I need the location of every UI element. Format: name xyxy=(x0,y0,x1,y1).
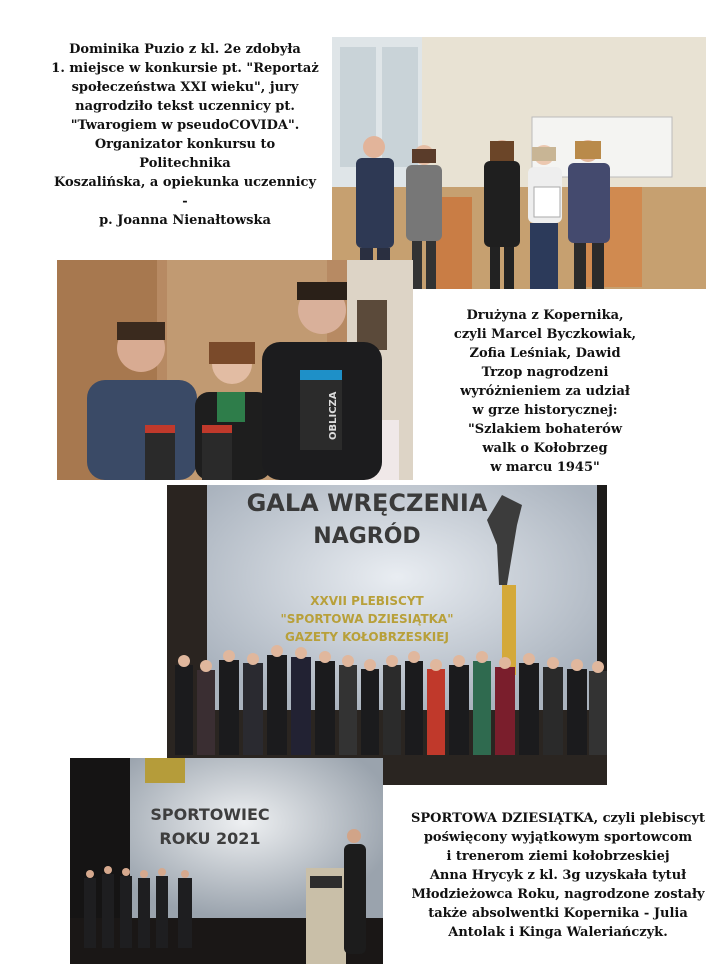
book-obl-3 xyxy=(300,370,342,450)
caption-team-kopernik: Drużyna z Kopernika, czyli Marcel Byczkowiak, Zofia Leśniak, Dawid Trzop nagrodzeni wyróżnieniem za udział w grze historycznej: "Szlakiem bohaterów walk o Kołobrzeg w marcu 1945" xyxy=(453,308,637,475)
book-title: OBLICZA xyxy=(328,391,339,440)
photo-team-books xyxy=(57,260,413,480)
screen-title-1: GALA WRĘCZENIA xyxy=(246,489,488,517)
caption-dominika-puzio: Dominika Puzio z kl. 2e zdobyła 1. miejsce w konkursie pt. "Reportaż społeczeństwa XXI wieku", jury nagrodziło tekst uczennicy pt. "Twarogiem w pseudoCOVIDA". Organizator konkursu to Politechnika Koszalińska, a opiekunka uczennicy - p. Joanna Nienałtowska xyxy=(51,42,319,228)
photo-award-group xyxy=(332,37,706,289)
podium-lectern xyxy=(306,868,346,964)
photo-gala-stage xyxy=(167,485,607,785)
screen-text-2: ROKU 2021 xyxy=(159,829,261,848)
book-obl-1 xyxy=(145,425,175,480)
screen-text-1: SPORTOWIEC xyxy=(150,805,270,824)
speaker xyxy=(344,829,366,954)
screen-sub-3: GAZETY KOŁOBRZESKIEJ xyxy=(285,630,449,644)
caption-sportowa-dziesiatka: SPORTOWA DZIESIĄTKA, czyli plebiscyt poświęcony wyjątkowym sportowcom i trenerom ziemi kołobrzeskiej Anna Hrycyk z kl. 3g uzyskała tytuł Młodzieżowca Roku, nagrodzone zostały także absolwentki Kopernika - Julia Antolak i Kinga Waleriańczyk. xyxy=(411,811,705,940)
photo-sportowiec-roku xyxy=(70,758,383,964)
screen-sub-2: "SPORTOWA DZIESIĄTKA" xyxy=(280,612,454,626)
screen-title-2: NAGRÓD xyxy=(313,524,421,549)
screen-sub-1: XXVII PLEBISCYT xyxy=(310,594,424,608)
book-obl-2 xyxy=(202,425,232,480)
